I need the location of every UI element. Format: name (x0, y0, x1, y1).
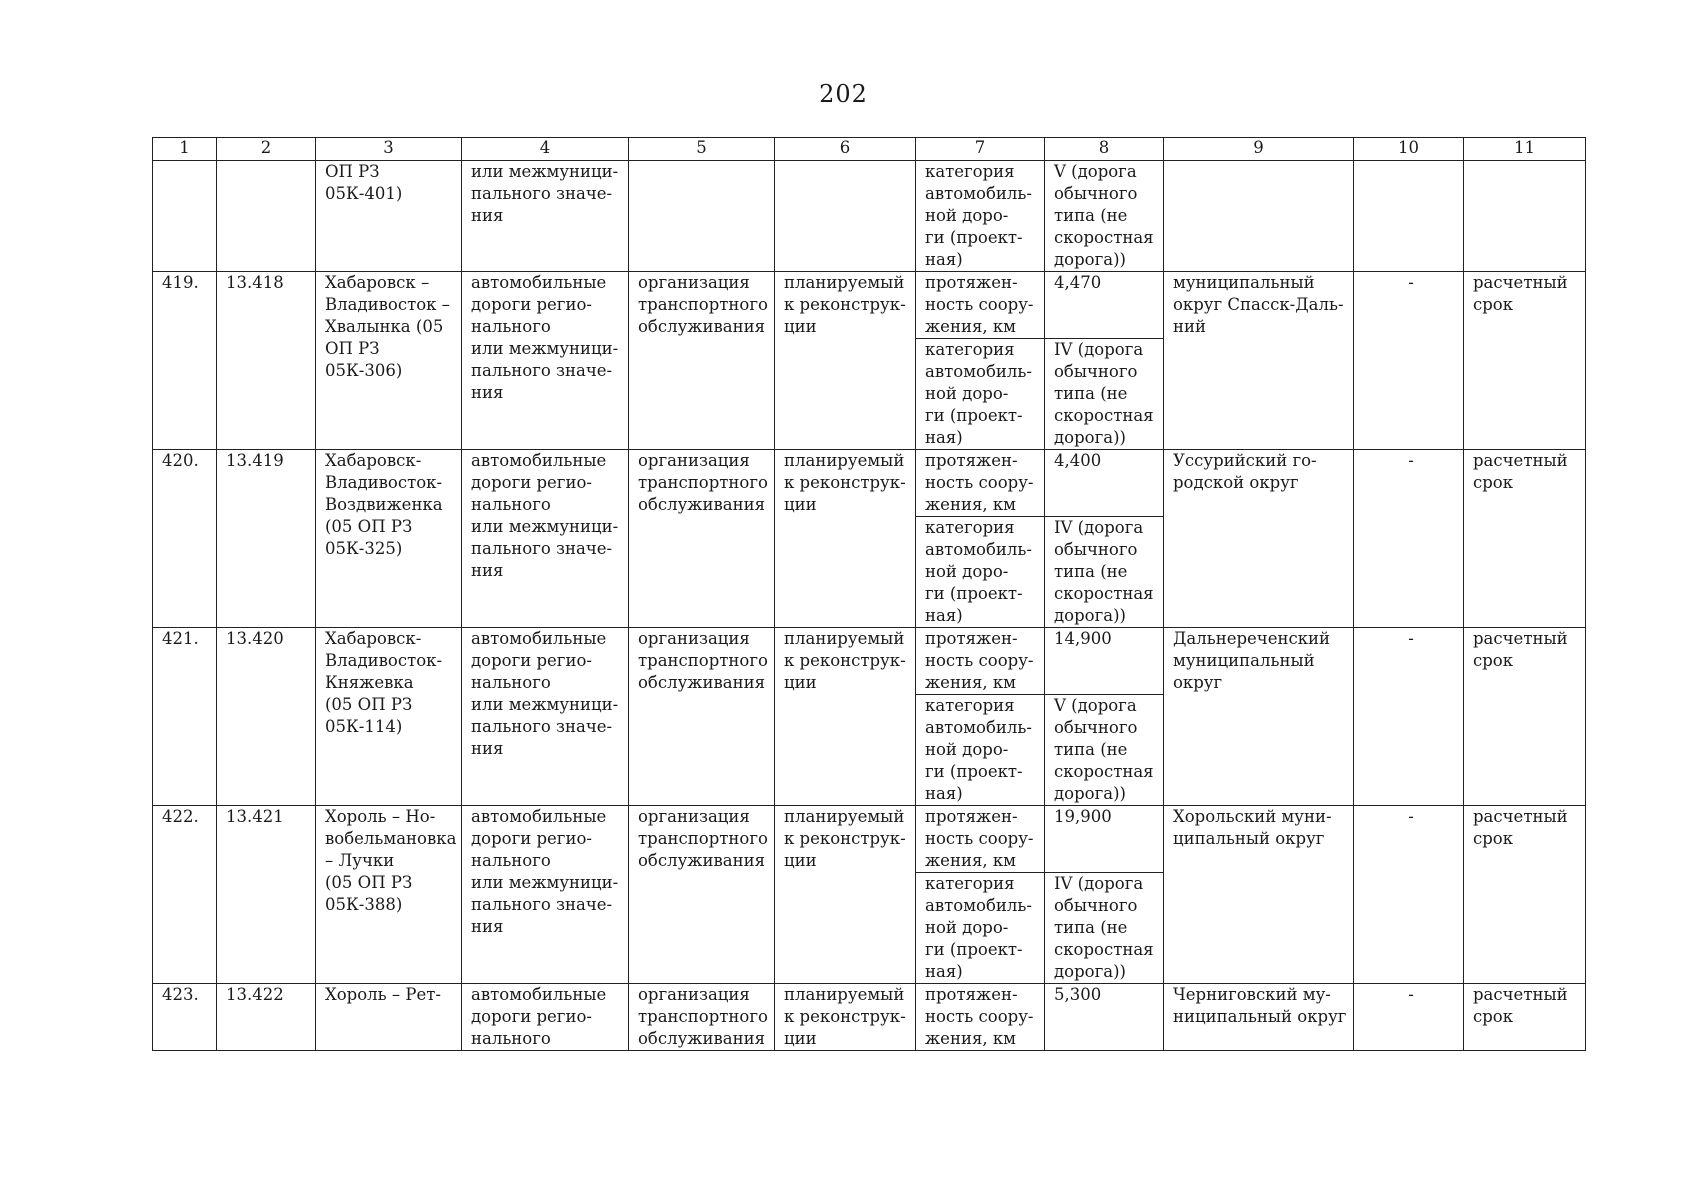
table-row (153, 450, 1586, 517)
purpose-cell: организация транспортного обслуживания (629, 984, 775, 1051)
object-code-cell: 13.419 (217, 450, 316, 628)
significance-cell: автомобильные дороги регио- нального или межмуници- пального значе- ния (462, 272, 629, 450)
length-value-cell: 4,470 (1045, 272, 1164, 339)
location-cell: Дальнереченский муниципальный округ (1164, 628, 1354, 806)
cell-empty (1464, 161, 1586, 272)
road-name-cell: Хабаровск – Владивосток – Хвалынка (05 ОП РЗ 05К-306) (316, 272, 462, 450)
col10-cell: - (1354, 984, 1464, 1051)
row-number-cell: 419. (153, 272, 217, 450)
significance-cell: или межмуници- пального значе- ния (462, 161, 629, 272)
length-value-cell: 14,900 (1045, 628, 1164, 695)
column-number: 11 (1464, 138, 1586, 161)
objects-table (152, 137, 1586, 1051)
column-number: 2 (217, 138, 316, 161)
column-number: 3 (316, 138, 462, 161)
param-value-cell: V (дорога обычного типа (не скоростная дорога)) (1045, 161, 1164, 272)
length-value-cell: 4,400 (1045, 450, 1164, 517)
continuation-row (153, 161, 1586, 272)
cell-empty (775, 161, 916, 272)
length-label-cell: протяжен- ность соору- жения, км (916, 272, 1045, 339)
col10-cell: - (1354, 272, 1464, 450)
length-value-cell: 5,300 (1045, 984, 1164, 1051)
cell-empty (1354, 161, 1464, 272)
status-cell: планируемый к реконструк- ции (775, 272, 916, 450)
term-cell: расчетный срок (1464, 450, 1586, 628)
purpose-cell: организация транспортного обслуживания (629, 806, 775, 984)
param-label-cell: категория автомобиль- ной доро- ги (проект- ная) (916, 161, 1045, 272)
column-number: 5 (629, 138, 775, 161)
object-code-cell: 13.420 (217, 628, 316, 806)
column-number: 6 (775, 138, 916, 161)
table-row (153, 984, 1586, 1051)
object-code-cell: 13.421 (217, 806, 316, 984)
column-number: 10 (1354, 138, 1464, 161)
length-label-cell: протяжен- ность соору- жения, км (916, 984, 1045, 1051)
location-cell: муниципальный округ Спасск-Даль- ний (1164, 272, 1354, 450)
purpose-cell: организация транспортного обслуживания (629, 628, 775, 806)
road-name-cell: Хороль – Рет- (316, 984, 462, 1051)
category-value-cell: V (дорога обычного типа (не скоростная дорога)) (1045, 695, 1164, 806)
significance-cell: автомобильные дороги регио- нального или межмуници- пального значе- ния (462, 806, 629, 984)
significance-cell: автомобильные дороги регио- нального или межмуници- пального значе- ния (462, 450, 629, 628)
category-label-cell: категория автомобиль- ной доро- ги (проект- ная) (916, 517, 1045, 628)
road-name-cell: Хороль – Но- вобельмановка – Лучки (05 ОП РЗ 05К-388) (316, 806, 462, 984)
cell-empty (153, 161, 217, 272)
status-cell: планируемый к реконструк- ции (775, 984, 916, 1051)
purpose-cell: организация транспортного обслуживания (629, 272, 775, 450)
row-number-cell: 420. (153, 450, 217, 628)
purpose-cell: организация транспортного обслуживания (629, 450, 775, 628)
category-label-cell: категория автомобиль- ной доро- ги (проект- ная) (916, 339, 1045, 450)
location-cell: Уссурийский го- родской округ (1164, 450, 1354, 628)
term-cell: расчетный срок (1464, 984, 1586, 1051)
row-number-cell: 422. (153, 806, 217, 984)
term-cell: расчетный срок (1464, 806, 1586, 984)
cell-empty (217, 161, 316, 272)
col10-cell: - (1354, 806, 1464, 984)
row-number-cell: 421. (153, 628, 217, 806)
category-label-cell: категория автомобиль- ной доро- ги (проект- ная) (916, 873, 1045, 984)
term-cell: расчетный срок (1464, 272, 1586, 450)
road-name-cell: ОП РЗ 05К-401) (316, 161, 462, 272)
column-number: 1 (153, 138, 217, 161)
column-number: 8 (1045, 138, 1164, 161)
row-number-cell: 423. (153, 984, 217, 1051)
object-code-cell: 13.422 (217, 984, 316, 1051)
category-value-cell: IV (дорога обычного типа (не скоростная дорога)) (1045, 517, 1164, 628)
significance-cell: автомобильные дороги регио- нального или межмуници- пального значе- ния (462, 628, 629, 806)
term-cell: расчетный срок (1464, 628, 1586, 806)
col10-cell: - (1354, 628, 1464, 806)
table-row (153, 806, 1586, 873)
length-label-cell: протяжен- ность соору- жения, км (916, 450, 1045, 517)
category-value-cell: IV (дорога обычного типа (не скоростная дорога)) (1045, 873, 1164, 984)
col10-cell: - (1354, 450, 1464, 628)
road-name-cell: Хабаровск- Владивосток- Воздвиженка (05 ОП РЗ 05К-325) (316, 450, 462, 628)
category-value-cell: IV (дорога обычного типа (не скоростная дорога)) (1045, 339, 1164, 450)
road-name-cell: Хабаровск- Владивосток- Княжевка (05 ОП РЗ 05К-114) (316, 628, 462, 806)
significance-cell: автомобильные дороги регио- нального (462, 984, 629, 1051)
column-number: 7 (916, 138, 1045, 161)
length-value-cell: 19,900 (1045, 806, 1164, 873)
column-number-row (153, 138, 1586, 161)
length-label-cell: протяжен- ность соору- жения, км (916, 806, 1045, 873)
table-row (153, 272, 1586, 339)
status-cell: планируемый к реконструк- ции (775, 806, 916, 984)
table-row (153, 628, 1586, 695)
column-number: 9 (1164, 138, 1354, 161)
location-cell: Хорольский муни- ципальный округ (1164, 806, 1354, 984)
cell-empty (1164, 161, 1354, 272)
length-label-cell: протяжен- ность соору- жения, км (916, 628, 1045, 695)
page-number: 202 (819, 80, 868, 108)
column-number: 4 (462, 138, 629, 161)
cell-empty (629, 161, 775, 272)
status-cell: планируемый к реконструк- ции (775, 450, 916, 628)
status-cell: планируемый к реконструк- ции (775, 628, 916, 806)
category-label-cell: категория автомобиль- ной доро- ги (проект- ная) (916, 695, 1045, 806)
location-cell: Черниговский му- ниципальный округ (1164, 984, 1354, 1051)
object-code-cell: 13.418 (217, 272, 316, 450)
